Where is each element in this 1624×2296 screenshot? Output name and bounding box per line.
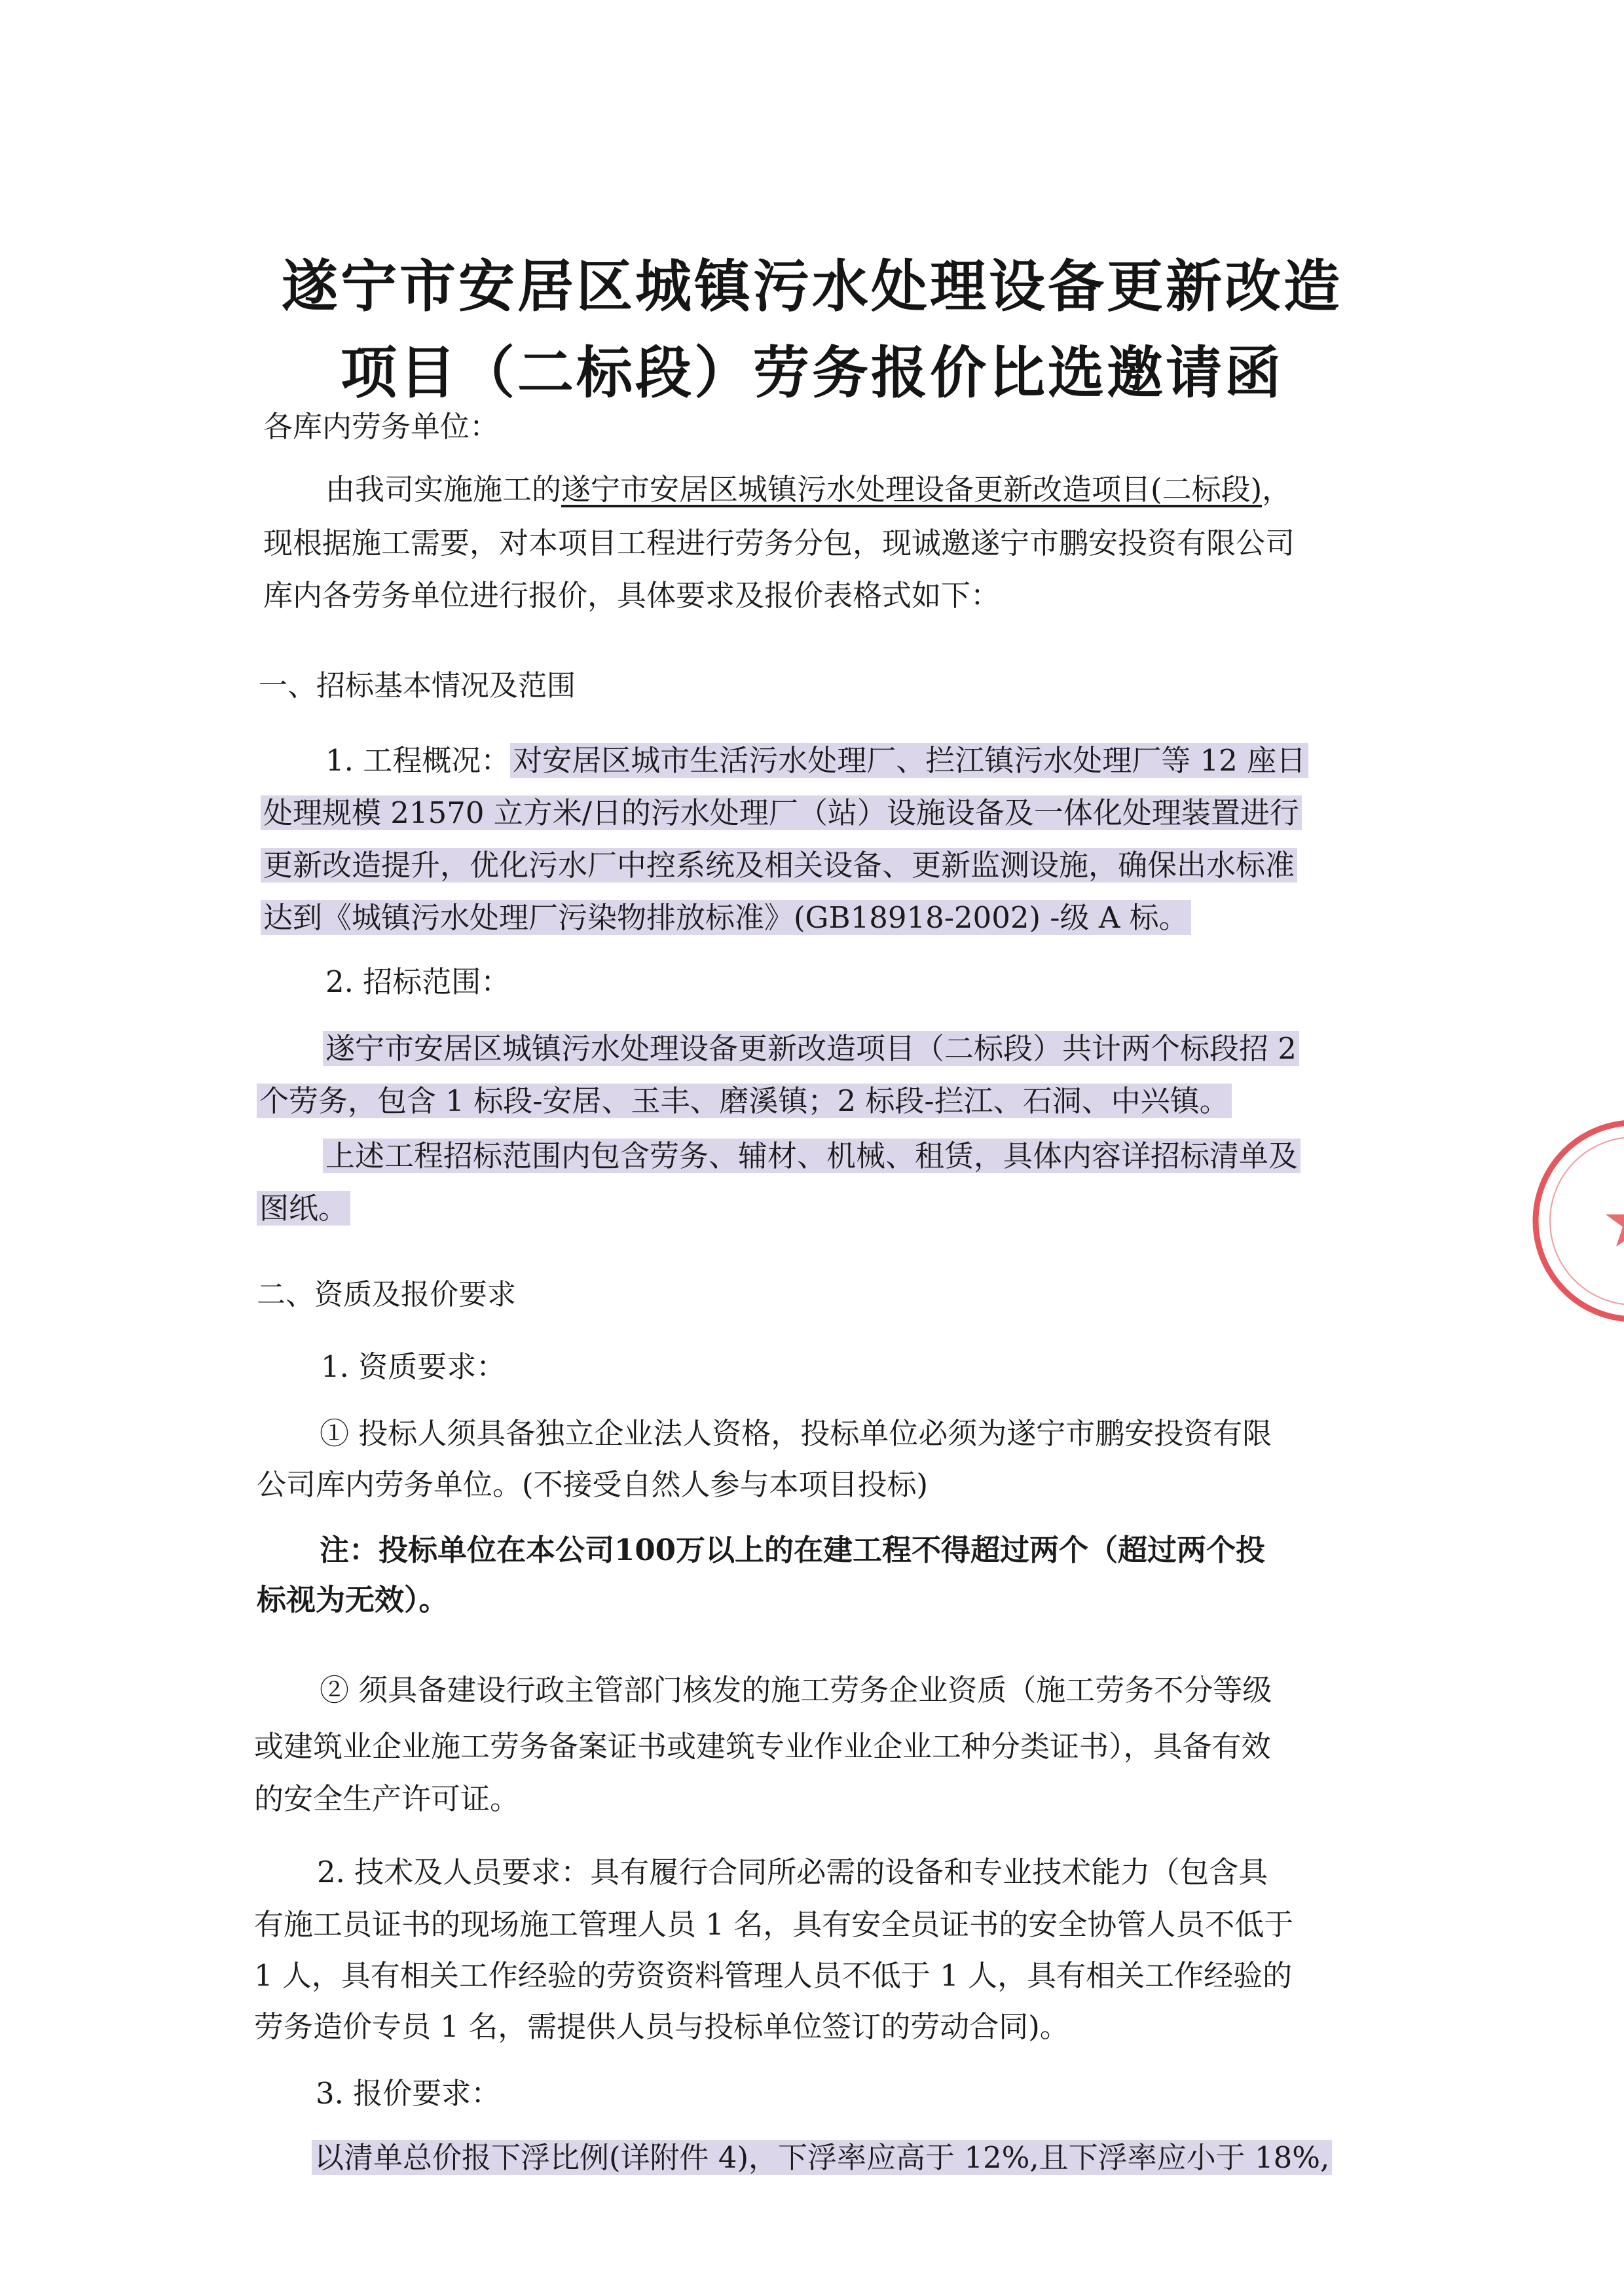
qualification-2-line-1: ② 须具备建设行政主管部门核发的施工劳务企业资质（施工劳务不分等级 (320, 1673, 1272, 1707)
intro-suffix: ， (1262, 472, 1292, 507)
qualification-label: 1. 资质要求： (321, 1349, 506, 1384)
intro-line-3: 库内各劳务单位进行报价，具体要求及报价表格式如下： (263, 578, 1001, 613)
intro-line-1 (325, 470, 1291, 509)
overview-text-highlighted: 对安居区城市生活污水处理厂、拦江镇污水处理厂等 12 座日 (510, 743, 1308, 778)
seal-ring (1536, 1123, 1624, 1319)
overview-line-2 (261, 793, 1302, 833)
note-line-1 (320, 1531, 1265, 1570)
scope-label: 2. 招标范围： (325, 964, 511, 999)
salutation: 各库内劳务单位： (263, 409, 500, 444)
scope-line-2 (257, 1082, 1232, 1121)
tech-line-3: 1 人，具有相关工作经验的劳资资料管理人员不低于 1 人，具有相关工作经验的 (254, 1958, 1293, 1993)
overview-line-1 (325, 741, 1308, 780)
tech-line-2: 有施工员证书的现场施工管理人员 1 名，具有安全员证书的安全协管人员不低于 (254, 1907, 1294, 1942)
note-suffix: 万以上的在建工程不得超过两个（超过两个投 (675, 1533, 1265, 1567)
note-line-2: 标视为无效）。 (257, 1582, 449, 1617)
company-seal-stamp (1526, 1113, 1624, 1329)
intro-line-2: 现根据施工需要，对本项目工程进行劳务分包，现诚邀遂宁市鹏安投资有限公司 (263, 526, 1295, 560)
scope-text-highlighted: 个劳务，包含 1 标段-安居、玉丰、磨溪镇；2 标段-拦江、石洞、中兴镇。 (257, 1084, 1232, 1118)
document-title-line-2: 项目（二标段）劳务报价比选邀请函 (341, 340, 1283, 406)
note-amount: 100 (614, 1533, 676, 1567)
qualification-1-line-2: 公司库内劳务单位。(不接受自然人参与本项目投标) (257, 1467, 929, 1502)
scope-text-highlighted: 上述工程招标范围内包含劳务、辅材、机械、租赁，具体内容详招标清单及 (323, 1139, 1301, 1173)
overview-text-highlighted: 更新改造提升，优化污水厂中控系统及相关设备、更新监测设施，确保出水标准 (261, 848, 1297, 883)
overview-text-highlighted: 达到《城镇污水处理厂污染物排放标准》(GB18918-2002) -级 A 标。 (261, 900, 1191, 935)
scope-text-highlighted: 图纸。 (257, 1191, 350, 1226)
overview-line-4 (261, 898, 1191, 938)
overview-line-3 (261, 846, 1297, 885)
seal-star-icon (1606, 1195, 1624, 1247)
quote-line-1 (312, 2138, 1332, 2178)
project-name-underlined: 遂宁市安居区城镇污水处理设备更新改造项目(二标段) (561, 472, 1263, 507)
scope-line-1 (323, 1029, 1299, 1068)
overview-text-highlighted: 处理规模 21570 立方米/日的污水处理厂（站）设施设备及一体化处理装置进行 (261, 795, 1302, 830)
section-1-heading: 一、招标基本情况及范围 (259, 669, 576, 702)
document-title-line-1: 遂宁市安居区城镇污水处理设备更新改造 (282, 254, 1342, 319)
qualification-1-line-1: ① 投标人须具备独立企业法人资格，投标单位必须为遂宁市鹏安投资有限 (320, 1416, 1272, 1451)
qualification-2-line-3: 的安全生产许可证。 (254, 1781, 520, 1816)
seal-inner-ring (1550, 1137, 1624, 1305)
quote-label: 3. 报价要求： (316, 2076, 501, 2111)
tech-line-1: 2. 技术及人员要求：具有履行合同所必需的设备和专业技术能力（包含具 (317, 1855, 1268, 1889)
scope-text-highlighted: 遂宁市安居区城镇污水处理设备更新改造项目（二标段）共计两个标段招 2 (323, 1031, 1299, 1066)
quote-text-highlighted: 以清单总价报下浮比例(详附件 4)，下浮率应高于 12%,且下浮率应小于 18%, (312, 2140, 1332, 2175)
overview-label: 1. 工程概况： (325, 743, 511, 778)
intro-prefix: 由我司实施施工的 (325, 472, 562, 507)
scope-line-3 (323, 1137, 1301, 1176)
note-prefix: 注：投标单位在本公司 (320, 1533, 615, 1567)
section-2-heading: 二、资质及报价要求 (257, 1278, 516, 1311)
tech-line-4: 劳务造价专员 1 名，需提供人员与投标单位签订的劳动合同)。 (254, 2009, 1069, 2044)
scope-line-4 (257, 1189, 350, 1228)
qualification-2-line-2: 或建筑业企业施工劳务备案证书或建筑专业作业企业工种分类证书），具备有效 (254, 1729, 1271, 1764)
